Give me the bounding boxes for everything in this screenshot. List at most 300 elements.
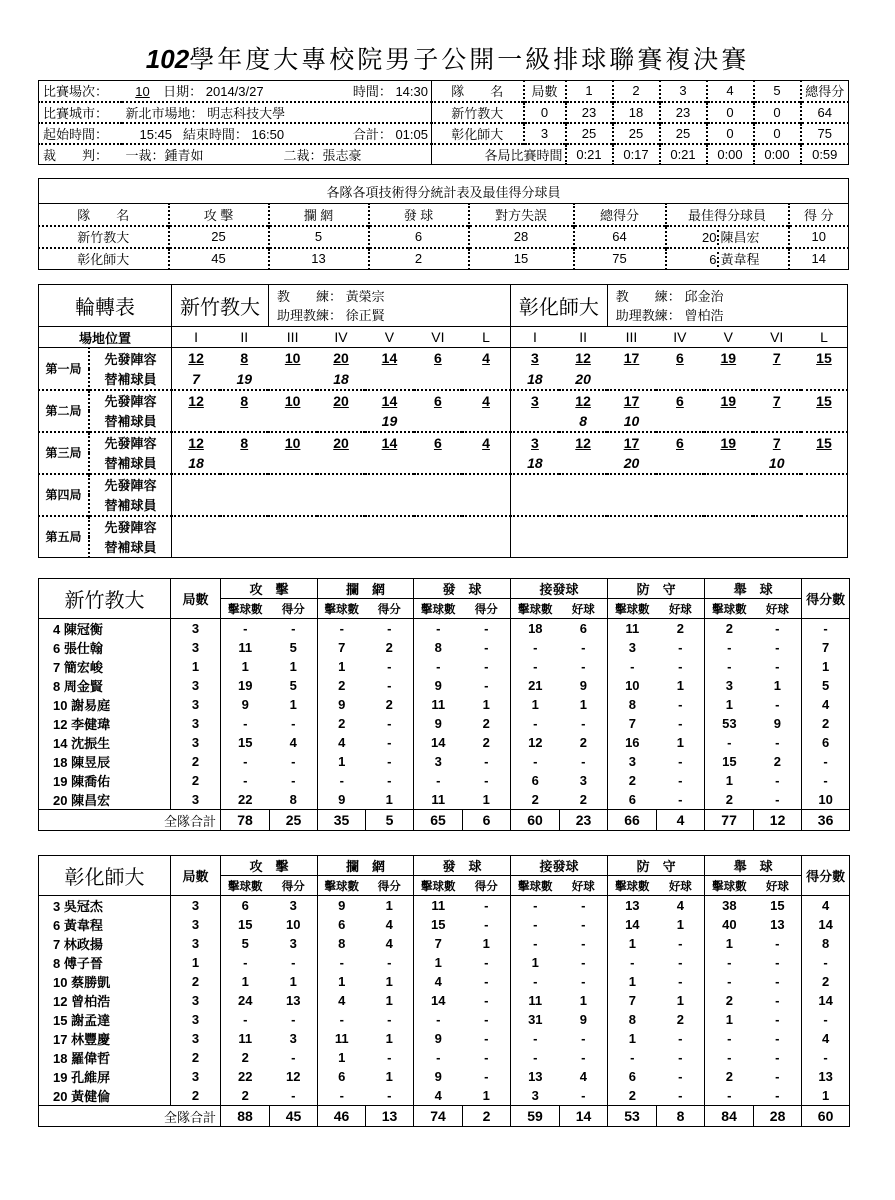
starter-number xyxy=(462,474,510,495)
stat-cell: 1 xyxy=(560,695,608,714)
score-total: 64 xyxy=(817,104,832,120)
starter-number: 12 xyxy=(575,434,591,451)
stat-cell: - xyxy=(657,1029,705,1048)
score-cell: 25 xyxy=(613,123,660,144)
stat-cell: 10 xyxy=(270,915,318,934)
stat-cell: - xyxy=(533,917,538,932)
starter-number: 6 xyxy=(433,434,442,451)
summary-row xyxy=(39,226,849,248)
stats-subheader: 得分 xyxy=(463,876,511,896)
stat-cell: - xyxy=(533,1050,538,1065)
team-total-cell: 5 xyxy=(366,810,414,831)
player-name: 17 林豐慶 xyxy=(39,1029,171,1048)
stat-cell: - xyxy=(366,752,414,771)
coach-label: 教 練： xyxy=(615,288,681,304)
stat-cell: 31 xyxy=(528,1012,543,1027)
starter-number xyxy=(704,474,752,495)
rotation-row xyxy=(39,369,848,390)
sub-number xyxy=(510,411,558,432)
player-row xyxy=(39,695,850,714)
starter-number: 8 xyxy=(240,350,249,367)
starter-number: 14 xyxy=(381,434,398,451)
starter-number: 15 xyxy=(816,350,832,367)
set-label: 第三局 xyxy=(39,432,89,474)
sub-number xyxy=(268,411,316,432)
stat-cell: 8 xyxy=(628,697,636,712)
score-team: 彰化師大 xyxy=(432,123,524,144)
stat-cell: - xyxy=(436,621,441,636)
starter-number xyxy=(414,516,462,537)
score-cell: 3 xyxy=(524,123,566,144)
stat-cell: - xyxy=(560,934,608,953)
stat-cell: - xyxy=(630,659,635,674)
stat-cell: 1 xyxy=(434,955,442,970)
team-total-cell: 60 xyxy=(511,810,560,831)
sub-number xyxy=(462,495,510,516)
set-time: 0:00 xyxy=(707,144,754,165)
stat-cell: 11 xyxy=(431,697,446,712)
sub-number xyxy=(317,495,365,516)
stats-group-header: 防 守 xyxy=(608,579,705,599)
summary-block: 5 xyxy=(269,226,369,248)
player-name: 8 周金賢 xyxy=(39,676,171,695)
player-stats-table-a xyxy=(38,578,850,831)
stats-header-row xyxy=(39,856,850,876)
stat-cell: - xyxy=(754,991,802,1010)
starter-number: 12 xyxy=(575,392,591,409)
stat-cell: 1 xyxy=(628,974,636,989)
sub-number: 19 xyxy=(381,412,398,429)
stat-cell: 9 xyxy=(560,676,608,695)
set-label: 第四局 xyxy=(39,474,89,516)
starter-label: 先發陣容 xyxy=(89,432,172,453)
stat-cell: - xyxy=(560,638,608,657)
stat-cell: - xyxy=(533,898,538,913)
stat-cell: 4 xyxy=(821,697,830,712)
sub-number xyxy=(317,537,365,558)
player-row xyxy=(39,953,850,972)
sub-number xyxy=(365,537,413,558)
stat-cell: 15 xyxy=(431,917,446,932)
stat-cell: 3 xyxy=(560,771,608,790)
team-total-cell: 65 xyxy=(414,810,463,831)
stats-subheader: 好球 xyxy=(754,599,802,619)
match-no-label: 比賽場次： xyxy=(43,84,109,100)
sub-number xyxy=(559,495,607,516)
stat-cell: 15 xyxy=(238,917,253,932)
score-header-5: 5 xyxy=(754,81,801,102)
summary-opp-errors: 28 xyxy=(469,226,574,248)
stat-cell: - xyxy=(463,1067,511,1086)
stat-cell: 1 xyxy=(531,697,539,712)
stat-cell: - xyxy=(754,1048,802,1067)
stat-cell: 11 xyxy=(431,792,446,807)
summary-block: 13 xyxy=(269,248,369,270)
stats-subheader: 好球 xyxy=(560,876,608,896)
sub-number: 19 xyxy=(236,370,253,387)
stats-subheader: 好球 xyxy=(560,599,608,619)
summary-title: 各隊各項技術得分統計表及最佳得分球員 xyxy=(39,179,849,204)
stat-cell: 4 xyxy=(338,735,346,750)
stat-cell: - xyxy=(754,1086,802,1106)
player-name: 4 陳冠衡 xyxy=(39,619,171,639)
stats-subheader: 得分 xyxy=(270,599,318,619)
stat-cell: 6 xyxy=(531,773,539,788)
stat-cell: 8 xyxy=(434,640,442,655)
stat-cell: - xyxy=(533,716,538,731)
sub-number xyxy=(172,537,220,558)
position-V: V xyxy=(723,329,733,345)
player-name: 18 羅偉哲 xyxy=(39,1048,171,1067)
stat-cell: 2 xyxy=(366,695,414,714)
starter-number xyxy=(317,474,365,495)
starter-number: 6 xyxy=(433,392,442,409)
match-no: 10 xyxy=(135,84,150,100)
starter-number: 7 xyxy=(772,350,781,367)
player-row xyxy=(39,752,850,771)
summary-attack: 45 xyxy=(169,248,269,270)
team-total-cell: 28 xyxy=(754,1106,802,1127)
starter-number: 3 xyxy=(531,392,539,409)
sub-number: 10 xyxy=(623,412,640,429)
stat-cell: 1 xyxy=(725,936,733,951)
sub-number xyxy=(462,453,510,474)
stat-cell: 1 xyxy=(560,991,608,1010)
stat-cell: 2 xyxy=(171,1086,221,1106)
title-year: 102 xyxy=(145,44,190,74)
stat-cell: - xyxy=(270,953,318,972)
team-total-label: 全隊合計 xyxy=(39,810,221,831)
stat-cell: - xyxy=(270,714,318,733)
stat-cell: - xyxy=(823,1012,828,1027)
sub-number xyxy=(317,453,365,474)
player-name: 6 黃韋程 xyxy=(39,915,171,934)
stat-cell: - xyxy=(657,1067,705,1086)
stat-cell: - xyxy=(560,657,608,676)
sub-number xyxy=(462,369,510,390)
sub-number xyxy=(317,411,365,432)
sub-number xyxy=(704,453,752,474)
stat-cell: 11 xyxy=(528,993,543,1008)
stat-cell: - xyxy=(463,771,511,790)
set-time: 0:21 xyxy=(660,144,707,165)
starter-number: 10 xyxy=(284,434,301,451)
team-total-cell: 84 xyxy=(705,1106,754,1127)
stats-subheader: 得分 xyxy=(270,876,318,896)
stat-cell: 3 xyxy=(171,638,221,657)
stat-cell: 9 xyxy=(434,1069,442,1084)
summary-header: 隊 名 xyxy=(39,204,169,226)
sub-number xyxy=(365,369,413,390)
team-total-cell: 2 xyxy=(463,1106,511,1127)
stats-subheader: 得分 xyxy=(366,876,414,896)
sub-number: 10 xyxy=(768,454,785,471)
sub-number xyxy=(656,411,704,432)
player-row xyxy=(39,657,850,676)
starter-number: 20 xyxy=(333,392,349,409)
stat-cell: 2 xyxy=(463,714,511,733)
sub-number xyxy=(462,537,510,558)
starter-number xyxy=(365,474,413,495)
stat-cell: - xyxy=(243,754,248,769)
starter-number xyxy=(607,516,655,537)
stat-cell: - xyxy=(754,790,802,810)
score-cell: 23 xyxy=(660,102,707,123)
stat-cell: 1 xyxy=(338,1050,346,1065)
score-header-total: 總得分 xyxy=(805,84,845,100)
stat-cell: - xyxy=(657,752,705,771)
stat-cell: 1 xyxy=(463,934,511,953)
stat-cell: - xyxy=(463,638,511,657)
player-row xyxy=(39,619,850,639)
sub-number xyxy=(704,369,752,390)
position-III: III xyxy=(625,329,638,345)
stat-cell: 2 xyxy=(725,792,733,807)
stat-cell: - xyxy=(366,619,414,639)
player-row xyxy=(39,771,850,790)
sub-label: 替補球員 xyxy=(89,453,172,474)
stats-subheader: 擊球數 xyxy=(608,599,657,619)
starter-number xyxy=(268,474,316,495)
player-name: 10 謝易庭 xyxy=(39,695,171,714)
starter-number: 20 xyxy=(333,350,349,367)
stat-cell: - xyxy=(463,953,511,972)
stat-cell: 1 xyxy=(463,1086,511,1106)
stat-cell: 1 xyxy=(366,1029,414,1048)
starter-label: 先發陣容 xyxy=(89,390,172,411)
stat-cell: 3 xyxy=(171,1010,221,1029)
starter-number: 15 xyxy=(816,392,832,409)
stat-cell: - xyxy=(560,1029,608,1048)
stats-group-header: 接發球 xyxy=(511,856,608,876)
stat-cell: 6 xyxy=(338,1069,346,1084)
coach-name: 黃榮宗 xyxy=(345,288,385,304)
starter-number: 12 xyxy=(188,434,204,451)
stat-cell: 2 xyxy=(241,1050,249,1065)
stats-subheader: 擊球數 xyxy=(511,876,560,896)
sub-number xyxy=(801,411,848,432)
stat-cell: 1 xyxy=(754,676,802,695)
stat-cell: - xyxy=(436,659,441,674)
stat-cell: 4 xyxy=(821,1031,830,1046)
stat-cell: 2 xyxy=(725,993,733,1008)
stat-cell: - xyxy=(339,1012,344,1027)
stat-cell: 1 xyxy=(241,659,249,674)
coach-label: 教 練： xyxy=(276,288,342,304)
stat-cell: 11 xyxy=(238,1031,253,1046)
team-total-cell: 77 xyxy=(705,810,754,831)
sub-number xyxy=(607,495,655,516)
sub-number xyxy=(268,369,316,390)
stat-cell: - xyxy=(823,754,828,769)
stat-cell: 4 xyxy=(821,898,830,913)
rotation-row xyxy=(39,432,848,453)
stats-header-points: 得分數 xyxy=(802,579,850,619)
starter-number: 17 xyxy=(623,434,640,451)
stat-cell: 1 xyxy=(725,697,733,712)
stats-group-header: 攻 擊 xyxy=(221,856,318,876)
stat-cell: - xyxy=(243,621,248,636)
stat-cell: 2 xyxy=(366,638,414,657)
score-cell: 23 xyxy=(566,102,613,123)
venue-value: 明志科技大學 xyxy=(207,105,286,121)
best-player-points: 14 xyxy=(811,251,826,267)
sub-number xyxy=(559,537,607,558)
stat-cell: - xyxy=(754,972,802,991)
stat-cell: 1 xyxy=(463,695,511,714)
sub-number: 18 xyxy=(527,454,543,471)
stat-cell: - xyxy=(339,1088,344,1103)
stat-cell: 1 xyxy=(657,676,705,695)
stat-cell: - xyxy=(727,659,732,674)
team-total-cell: 14 xyxy=(560,1106,608,1127)
stat-cell: 2 xyxy=(725,621,733,636)
sub-number xyxy=(510,537,558,558)
stat-cell: 2 xyxy=(754,752,802,771)
starter-number xyxy=(462,516,510,537)
stats-header-row xyxy=(39,579,850,599)
set-time: 0:00 xyxy=(754,144,801,165)
time-label: 時間： xyxy=(352,84,392,100)
starter-number xyxy=(172,474,220,495)
starter-number xyxy=(220,516,268,537)
stat-cell: 2 xyxy=(463,733,511,752)
stat-cell: 1 xyxy=(270,695,318,714)
player-name: 20 陳昌宏 xyxy=(39,790,171,810)
position-VI: VI xyxy=(431,329,445,345)
stat-cell: 4 xyxy=(560,1067,608,1086)
team-total-cell: 13 xyxy=(366,1106,414,1127)
stats-team-name: 新竹教大 xyxy=(39,579,171,619)
stats-subheader: 擊球數 xyxy=(318,876,366,896)
position-V: V xyxy=(384,329,395,345)
stats-subheader: 擊球數 xyxy=(318,599,366,619)
starter-number xyxy=(414,474,462,495)
stat-cell: 4 xyxy=(366,915,414,934)
best-player-name: 陳昌宏 xyxy=(717,230,760,245)
rotation-team-a: 新竹教大 xyxy=(172,285,269,327)
stat-cell: 9 xyxy=(560,1010,608,1029)
stat-cell: - xyxy=(823,773,828,788)
stat-cell: 1 xyxy=(725,1012,733,1027)
asst-coach-label: 助理教練： xyxy=(276,307,342,323)
summary-row xyxy=(39,248,849,270)
stat-cell: - xyxy=(754,1029,802,1048)
player-row xyxy=(39,733,850,752)
stat-cell: 11 xyxy=(334,1031,349,1046)
stat-cell: 16 xyxy=(625,735,640,750)
stat-cell: 3 xyxy=(171,714,221,733)
summary-total: 64 xyxy=(574,226,666,248)
stat-cell: 6 xyxy=(628,792,636,807)
sub-number xyxy=(801,537,848,558)
stat-cell: 13 xyxy=(625,898,640,913)
stat-cell: 5 xyxy=(270,676,318,695)
stat-cell: 1 xyxy=(725,773,733,788)
stat-cell: 3 xyxy=(171,1029,221,1048)
player-name: 18 陳昱辰 xyxy=(39,752,171,771)
stat-cell: 14 xyxy=(818,917,833,932)
starter-number xyxy=(559,516,607,537)
starter-number xyxy=(510,516,558,537)
player-row xyxy=(39,676,850,695)
stat-cell: - xyxy=(560,915,608,934)
stat-cell: - xyxy=(657,1048,705,1067)
score-cell: 0 xyxy=(524,102,566,123)
stat-cell: 1 xyxy=(366,1067,414,1086)
duration-label: 合計： xyxy=(352,126,392,142)
position-L: L xyxy=(462,327,510,348)
stat-cell: 1 xyxy=(657,733,705,752)
date-label: 日期： xyxy=(163,84,203,100)
stat-cell: - xyxy=(533,754,538,769)
stat-cell: - xyxy=(754,1010,802,1029)
starter-label: 先發陣容 xyxy=(89,348,172,369)
match-info-table xyxy=(38,80,849,165)
team-total-cell: 36 xyxy=(802,810,850,831)
stat-cell: 3 xyxy=(171,934,221,953)
position-IV: IV xyxy=(334,329,348,345)
position-III: III xyxy=(286,329,299,345)
stats-subheader: 擊球數 xyxy=(705,599,754,619)
set-label: 第一局 xyxy=(39,348,89,390)
stat-cell: 9 xyxy=(754,714,802,733)
stat-cell: 2 xyxy=(171,1048,221,1067)
summary-header: 得 分 xyxy=(803,207,834,223)
team-total-row xyxy=(39,1106,850,1127)
stat-cell: - xyxy=(243,1012,248,1027)
stat-cell: 5 xyxy=(241,936,249,951)
score-cell: 25 xyxy=(566,123,613,144)
summary-header: 攻 擊 xyxy=(169,204,269,226)
sub-label: 替補球員 xyxy=(89,369,172,390)
player-name: 15 謝孟達 xyxy=(39,1010,171,1029)
stat-cell: - xyxy=(823,1050,828,1065)
sub-number xyxy=(656,453,704,474)
stat-cell: 9 xyxy=(434,678,442,693)
player-name: 7 簡宏峻 xyxy=(39,657,171,676)
stat-cell: 3 xyxy=(725,678,733,693)
stat-cell: 53 xyxy=(722,716,737,731)
stats-subheader: 擊球數 xyxy=(705,876,754,896)
starter-number: 12 xyxy=(575,350,591,367)
stat-cell: 1 xyxy=(628,936,636,951)
starter-number: 3 xyxy=(531,434,539,451)
stat-cell: 21 xyxy=(528,678,543,693)
set-label: 第二局 xyxy=(39,390,89,432)
summary-attack: 25 xyxy=(169,226,269,248)
sub-number xyxy=(656,537,704,558)
stat-cell: - xyxy=(560,752,608,771)
stat-cell: - xyxy=(657,972,705,991)
position-IV: IV xyxy=(673,329,687,345)
player-row xyxy=(39,972,850,991)
stat-cell: 2 xyxy=(628,773,636,788)
sub-number xyxy=(414,495,462,516)
starter-number xyxy=(607,474,655,495)
stat-cell: 8 xyxy=(270,790,318,810)
stat-cell: 2 xyxy=(171,752,221,771)
stat-cell: 1 xyxy=(270,972,318,991)
stat-cell: - xyxy=(436,1050,441,1065)
stat-cell: - xyxy=(560,953,608,972)
player-name: 7 林政揚 xyxy=(39,934,171,953)
stat-cell: - xyxy=(727,974,732,989)
stats-group-header: 攔 網 xyxy=(318,856,414,876)
starter-number: 12 xyxy=(188,392,204,409)
best-player-points: 10 xyxy=(811,229,826,244)
stat-cell: 11 xyxy=(431,898,446,913)
